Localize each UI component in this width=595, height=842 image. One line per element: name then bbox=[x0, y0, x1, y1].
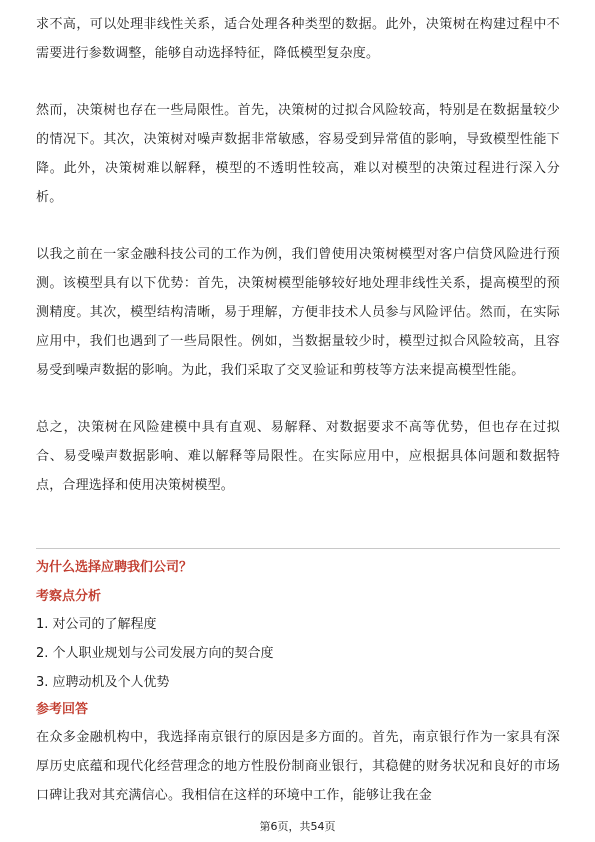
question-title: 为什么选择应聘我们公司？ bbox=[36, 560, 193, 575]
paragraph-summary: 总之，决策树在风险建模中具有直观、易解释、对数据要求不高等优势，但也存在过拟合、易受噪声数据影响、难以解释等局限性。在实际应用中，应根据具体问题和数据特点，合理选择和使用决策树模型。 bbox=[36, 420, 560, 493]
body-text bbox=[36, 10, 560, 500]
analysis-point: 2. 个人职业规划与公司发展方向的契合度 bbox=[36, 646, 274, 661]
paragraph-gap bbox=[36, 212, 560, 240]
analysis-point: 1. 对公司的了解程度 bbox=[36, 617, 157, 632]
analysis-point: 3. 应聘动机及个人优势 bbox=[36, 675, 170, 690]
paragraph-decision-tree-limitations: 然而，决策树也存在一些局限性。首先，决策树的过拟合风险较高，特别是在数据量较少的情况下。其次，决策树对噪声数据非常敏感，容易受到异常值的影响，导致模型性能下降。此外，决策树难以解释，模型的不透明性较高，难以对模型的决策过程进行深入分析。 bbox=[36, 103, 560, 205]
paragraph-decision-tree-advantages: 求不高，可以处理非线性关系，适合处理各种类型的数据。此外，决策树在构建过程中不需要进行参数调整，能够自动选择特征，降低模型复杂度。 bbox=[36, 17, 560, 61]
paragraph-work-example: 以我之前在一家金融科技公司的工作为例，我们曾使用决策树模型对客户信贷风险进行预测。该模型具有以下优势：首先，决策树模型能够较好地处理非线性关系，提高模型的预测精度。其次，模型结构清晰，易于理解，方便非技术人员参与风险评估。然而，在实际应用中，我们也遇到了一些局限性。例如，当数据量较少时，模型过拟合风险较高，且容易受到噪声数据的影响。为此，我们采取了交叉验证和剪枝等方法来提高模型性能。 bbox=[36, 247, 560, 378]
paragraph-gap bbox=[36, 68, 560, 96]
answer-text: 在众多金融机构中，我选择南京银行的原因是多方面的。首先，南京银行作为一家具有深厚历史底蕴和现代化经营理念的地方性股份制商业银行，其稳健的财务状况和良好的市场口碑让我对其充满信心。我相信在这样的环境中工作，能够让我在金 bbox=[36, 730, 560, 803]
analysis-heading: 考察点分析 bbox=[36, 589, 102, 604]
answer-heading: 参考回答 bbox=[36, 702, 89, 717]
section-divider bbox=[36, 548, 560, 549]
paragraph-gap bbox=[36, 385, 560, 413]
interview-question-section bbox=[36, 552, 560, 810]
page-number: 第6页，共54页 bbox=[259, 820, 336, 833]
